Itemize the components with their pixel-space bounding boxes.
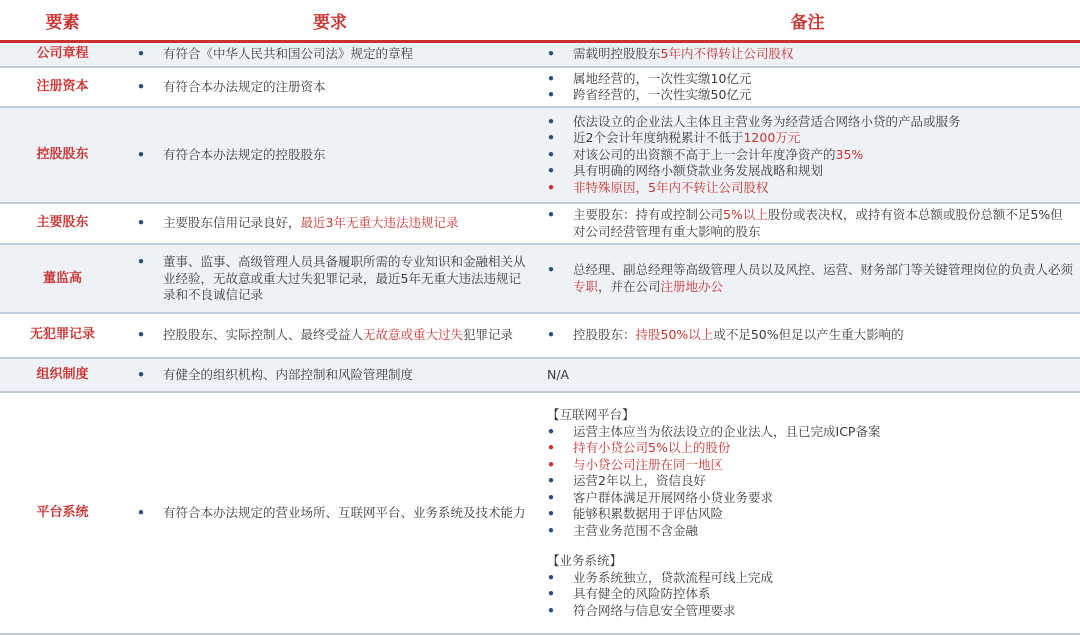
table-row (0, 313, 1080, 358)
list-item: • 与小贷公司注册在同一地区 (541, 457, 1074, 474)
list-item: • 具有明确的网络小额贷款业务发展战略和规划 (541, 163, 1074, 180)
requirement-cell (125, 203, 535, 245)
header-element: 要素 (0, 0, 125, 42)
list-item: • 运营2年以上，资信良好 (541, 473, 1074, 490)
list-item: • 主要股东：持有或控制公司5%以上股份或表决权，或持有资本总额或股份总额不足5%但对公司经营管理有重大影响的股东 (541, 207, 1074, 240)
requirement-cell (125, 358, 535, 392)
notes-cell (535, 244, 1080, 313)
requirement-cell (125, 392, 535, 634)
header-row (0, 0, 1080, 42)
list-item: • 依法设立的企业法人主体且主营业务为经营适合网络小贷的产品或服务 (541, 114, 1074, 131)
requirement-cell (125, 313, 535, 358)
table-row (0, 244, 1080, 313)
notes-cell (535, 313, 1080, 358)
table-row (0, 203, 1080, 245)
list-item: • 主要股东信用记录良好，最近3年无重大违法违规记录 (131, 215, 529, 232)
list-item: • 有符合本办法规定的注册资本 (131, 79, 529, 96)
notes-cell (535, 107, 1080, 202)
element-cell: 公司章程 (0, 42, 125, 67)
element-cell: 主要股东 (0, 203, 125, 245)
list-item: • 近2个会计年度纳税累计不低于1200万元 (541, 130, 1074, 147)
requirement-cell (125, 107, 535, 202)
list-item: • 控股股东、实际控制人、最终受益人无故意或重大过失犯罪记录 (131, 327, 529, 344)
header-requirement: 要求 (125, 0, 535, 42)
list-item: • 需载明控股股东5年内不得转让公司股权 (541, 46, 1074, 63)
list-item: • 能够积累数据用于评估风险 (541, 506, 1074, 523)
requirement-cell (125, 244, 535, 313)
table-row (0, 42, 1080, 67)
list-item: • 运营主体应当为依法设立的企业法人，且已完成ICP备案 (541, 424, 1074, 441)
list-item: • 董事、监事、高级管理人员具备履职所需的专业知识和金融相关从业经验，无故意或重大过失犯罪记录，最近5年无重大违法违规记录和不良诚信记录 (131, 254, 529, 304)
notes-cell (535, 42, 1080, 67)
list-item: • 有符合本办法规定的控股股东 (131, 147, 529, 164)
element-cell: 董监高 (0, 244, 125, 313)
list-item: • 符合网络与信息安全管理要求 (541, 603, 1074, 620)
table-row (0, 67, 1080, 108)
element-cell: 注册资本 (0, 67, 125, 108)
element-cell: 无犯罪记录 (0, 313, 125, 358)
list-item: • 对该公司的出资额不高于上一会计年度净资产的35% (541, 147, 1074, 164)
list-item: • 主营业务范围不含金融 (541, 523, 1074, 540)
header-notes: 备注 (535, 0, 1080, 42)
table-row (0, 358, 1080, 392)
notes-cell (535, 203, 1080, 245)
element-cell: 平台系统 (0, 392, 125, 634)
list-item: • 具有健全的风险防控体系 (541, 586, 1074, 603)
section-title-internet-platform: 【互联网平台】 (547, 407, 635, 423)
table-row (0, 107, 1080, 202)
list-item: • 非特殊原因，5年内不转让公司股权 (541, 180, 1074, 197)
list-item: • 跨省经营的，一次性实缴50亿元 (541, 87, 1074, 104)
list-item: • 总经理、副总经理等高级管理人员以及风控、运营、财务部门等关键管理岗位的负责人必须专职，并在公司注册地办公 (541, 262, 1074, 295)
notes-cell (535, 392, 1080, 634)
table-row (0, 392, 1080, 634)
section-title-business-system: 【业务系统】 (547, 553, 623, 569)
list-item: • 属地经营的，一次性实缴10亿元 (541, 71, 1074, 88)
list-item: • 持有小贷公司5%以上的股份 (541, 440, 1074, 457)
notes-cell (535, 358, 1080, 392)
notes-cell (535, 67, 1080, 108)
list-item: • 有符合《中华人民共和国公司法》规定的章程 (131, 46, 529, 63)
element-cell: 控股股东 (0, 107, 125, 202)
element-cell: 组织制度 (0, 358, 125, 392)
list-item: • 有符合本办法规定的营业场所、互联网平台、业务系统及技术能力 (131, 505, 529, 522)
list-item: • 有健全的组织机构、内部控制和风险管理制度 (131, 367, 529, 384)
list-item: • 控股股东：持股50%以上或不足50%但足以产生重大影响的 (541, 327, 1074, 344)
notes-text: N/A (547, 366, 570, 382)
requirement-cell (125, 42, 535, 67)
list-item: • 客户群体满足开展网络小贷业务要求 (541, 490, 1074, 507)
list-item: • 业务系统独立，贷款流程可线上完成 (541, 570, 1074, 587)
requirement-cell (125, 67, 535, 108)
